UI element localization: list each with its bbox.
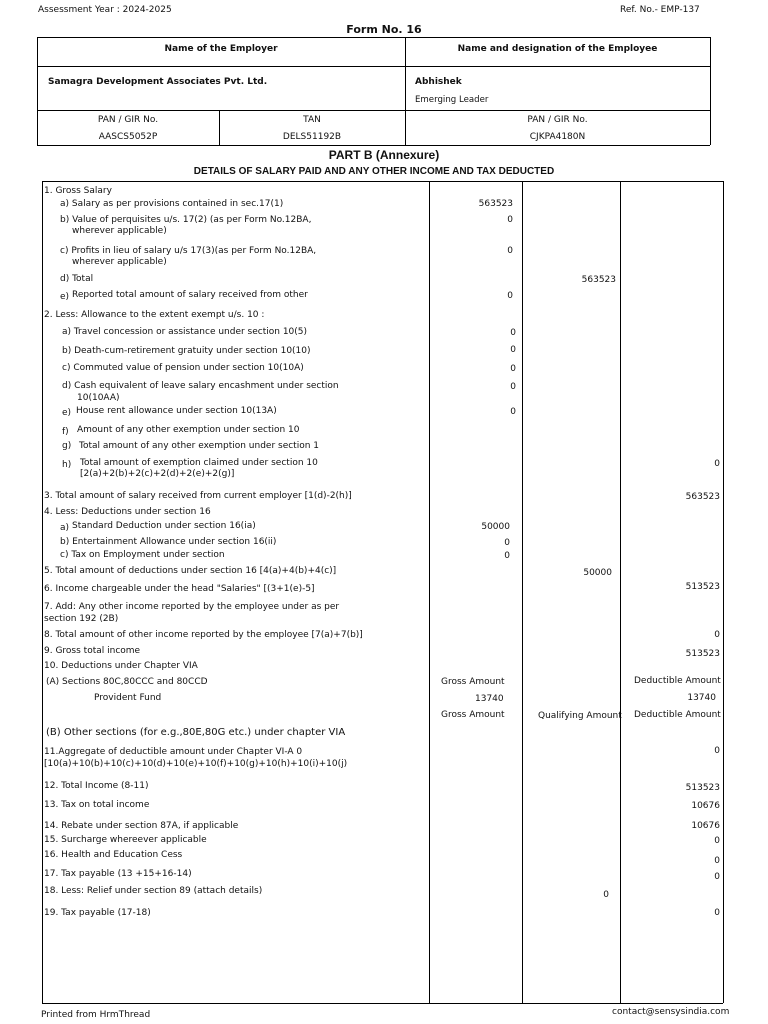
gratuity-value: 0	[510, 345, 516, 355]
allowance-heading: 2. Less: Allowance to the extent exempt u/s. 10 :	[44, 310, 265, 320]
total-income-label: 12. Total Income (8-11)	[44, 781, 149, 791]
travel-concession-value: 0	[510, 328, 516, 338]
hra-label: House rent allowance under section 10(13A)	[76, 406, 277, 416]
provident-fund-deductible: 13740	[687, 693, 716, 703]
standard-deduction-label: Standard Deduction under section 16(ia)	[72, 521, 256, 531]
leave-encashment-value: 0	[510, 382, 516, 392]
tan-label: TAN	[303, 115, 321, 125]
other-exemption-key: f)	[62, 427, 69, 437]
other-exemption-label: Amount of any other exemption under section 10	[77, 425, 300, 435]
total-income-value: 513523	[685, 783, 720, 793]
income-salaries-value: 513523	[685, 582, 720, 592]
total-deductions-16-label: 5. Total amount of deductions under section 16 [4(a)+4(b)+4(c)]	[44, 566, 337, 576]
tax-payable-19-label: 19. Tax payable (17-18)	[44, 908, 151, 918]
reported-salary-label: Reported total amount of salary received from other	[72, 290, 308, 300]
standard-deduction-value: 50000	[481, 522, 510, 532]
health-education-cess-label: 16. Health and Education Cess	[44, 850, 183, 860]
assessment-year: Assessment Year : 2024-2025	[38, 5, 172, 15]
tax-payable-17-label: 17. Tax payable (13 +15+16-14)	[44, 869, 192, 879]
tax-payable-19-value: 0	[714, 908, 720, 918]
contact-email-link[interactable]: contact@sensysindia.com	[612, 1007, 730, 1017]
deductions-16-heading: 4. Less: Deductions under section 16	[44, 507, 211, 517]
rebate-87a-label: 14. Rebate under section 87A, if applicable	[44, 821, 239, 831]
form-title: Form No. 16	[346, 23, 422, 36]
employee-pan-label: PAN / GIR No.	[527, 115, 588, 125]
tax-on-employment-value: 0	[504, 551, 510, 561]
reported-salary-key: e)	[60, 292, 70, 302]
entertainment-allowance-label: b) Entertainment Allowance under section 16(ii)	[60, 537, 277, 547]
employee-column-header: Name and designation of the Employee	[457, 44, 658, 54]
gratuity-label: b) Death-cum-retirement gratuity under section 10(10)	[62, 346, 311, 356]
total-1d-label: d) Total	[60, 274, 94, 284]
entertainment-allowance-value: 0	[504, 538, 510, 548]
other-income-label-line1: 7. Add: Any other income reported by the employee under as per	[44, 602, 340, 612]
pension-value: 0	[510, 364, 516, 374]
total-1d-value: 563523	[581, 275, 616, 285]
aggregate-deductible-label-line1: 11.Aggregate of deductible amount under Chapter VI-A 0	[44, 747, 303, 757]
deductible-amount-header: Deductible Amount	[634, 676, 721, 686]
gross-amount-header: Gross Amount	[441, 677, 505, 687]
aggregate-deductible-label-line2: [10(a)+10(b)+10(c)+10(d)+10(e)+10(f)+10(g)+10(h)+10(i)+10(j)	[44, 759, 348, 769]
leave-encashment-label-line1: d) Cash equivalent of leave salary encashment under section	[62, 381, 339, 391]
other-income-label-line2: section 192 (2B)	[44, 614, 119, 624]
relief-89-value: 0	[603, 890, 609, 900]
relief-89-label: 18. Less: Relief under section 89 (attach details)	[44, 886, 263, 896]
employee-designation: Emerging Leader	[415, 95, 489, 105]
hra-key: e)	[62, 408, 72, 418]
health-education-cess-value: 0	[714, 856, 720, 866]
perquisites-value: 0	[507, 215, 513, 225]
other-sections-label: (B) Other sections (for e.g.,80E,80G etc.) under chapter VIA	[46, 727, 346, 738]
employee-pan: CJKPA4180N	[529, 132, 586, 142]
total-other-exemption-key: g)	[62, 441, 72, 451]
gross-total-income-value: 513523	[685, 649, 720, 659]
leave-encashment-label-line2: 10(10AA)	[77, 393, 120, 403]
provident-fund-gross: 13740	[475, 694, 504, 704]
qualifying-amount-header: Qualifying Amount	[538, 711, 622, 721]
salary-current-employer-label: 3. Total amount of salary received from current employer [1(d)-2(h)]	[44, 491, 352, 501]
employer-pan: AASCS5052P	[98, 132, 158, 142]
travel-concession-label: a) Travel concession or assistance under section 10(5)	[62, 327, 308, 337]
printed-from-footer: Printed from HrmThread	[41, 1010, 151, 1020]
salary-current-employer-value: 563523	[685, 492, 720, 502]
section-80c-label: (A) Sections 80C,80CCC and 80CCD	[46, 677, 208, 687]
aggregate-deductible-value: 0	[714, 746, 720, 756]
employer-tan: DELS51192B	[282, 132, 342, 142]
reference-number: Ref. No.- EMP-137	[620, 5, 700, 15]
gross-salary-heading: 1. Gross Salary	[44, 186, 112, 196]
deductible-amount-header-b: Deductible Amount	[634, 710, 721, 720]
profits-value: 0	[507, 246, 513, 256]
employer-column-header: Name of the Employer	[164, 44, 278, 54]
part-b-title: PART B (Annexure)	[328, 148, 440, 162]
chapter-via-heading: 10. Deductions under Chapter VIA	[44, 661, 198, 671]
total-exemption-label-line2: [2(a)+2(b)+2(c)+2(d)+2(e)+2(g)]	[80, 469, 235, 479]
total-other-income-value: 0	[714, 630, 720, 640]
employer-name: Samagra Development Associates Pvt. Ltd.	[48, 77, 268, 87]
perquisites-label-line1: b) Value of perquisites u/s. 17(2) (as per Form No.12BA,	[60, 215, 312, 225]
gross-amount-header-b: Gross Amount	[441, 710, 505, 720]
provident-fund-label: Provident Fund	[94, 693, 162, 703]
total-exemption-value: 0	[714, 459, 720, 469]
reported-salary-value: 0	[507, 291, 513, 301]
pension-label: c) Commuted value of pension under section 10(10A)	[62, 363, 304, 373]
total-other-income-label: 8. Total amount of other income reported by the employee [7(a)+7(b)]	[44, 630, 363, 640]
total-exemption-label-line1: Total amount of exemption claimed under section 10	[80, 458, 318, 468]
salary-17-1-value: 563523	[478, 199, 513, 209]
profits-label-line1: c) Profits in lieu of salary u/s 17(3)(as per Form No.12BA,	[60, 246, 317, 256]
total-deductions-16-value: 50000	[583, 568, 612, 578]
gross-total-income-label: 9. Gross total income	[44, 646, 141, 656]
tax-payable-17-value: 0	[714, 872, 720, 882]
total-exemption-key: h)	[62, 460, 72, 470]
tax-on-total-income-label: 13. Tax on total income	[44, 800, 150, 810]
hra-value: 0	[510, 407, 516, 417]
part-b-subtitle: DETAILS OF SALARY PAID AND ANY OTHER INCOME AND TAX DEDUCTED	[193, 166, 555, 177]
tax-on-employment-label: c) Tax on Employment under section	[60, 550, 225, 560]
surcharge-label: 15. Surcharge whereever applicable	[44, 835, 207, 845]
standard-deduction-key: a)	[60, 523, 70, 533]
surcharge-value: 0	[714, 836, 720, 846]
perquisites-label-line2: wherever applicable)	[72, 226, 167, 236]
employee-name: Abhishek	[415, 77, 462, 87]
rebate-87a-value: 10676	[691, 821, 720, 831]
profits-label-line2: wherever applicable)	[72, 257, 167, 267]
income-salaries-label: 6. Income chargeable under the head "Salaries" [(3+1(e)-5]	[44, 584, 315, 594]
salary-17-1-label: a) Salary as per provisions contained in sec.17(1)	[60, 199, 284, 209]
employer-pan-label: PAN / GIR No.	[97, 115, 159, 125]
tax-on-total-income-value: 10676	[691, 801, 720, 811]
total-other-exemption-label: Total amount of any other exemption under section 1	[79, 441, 320, 451]
